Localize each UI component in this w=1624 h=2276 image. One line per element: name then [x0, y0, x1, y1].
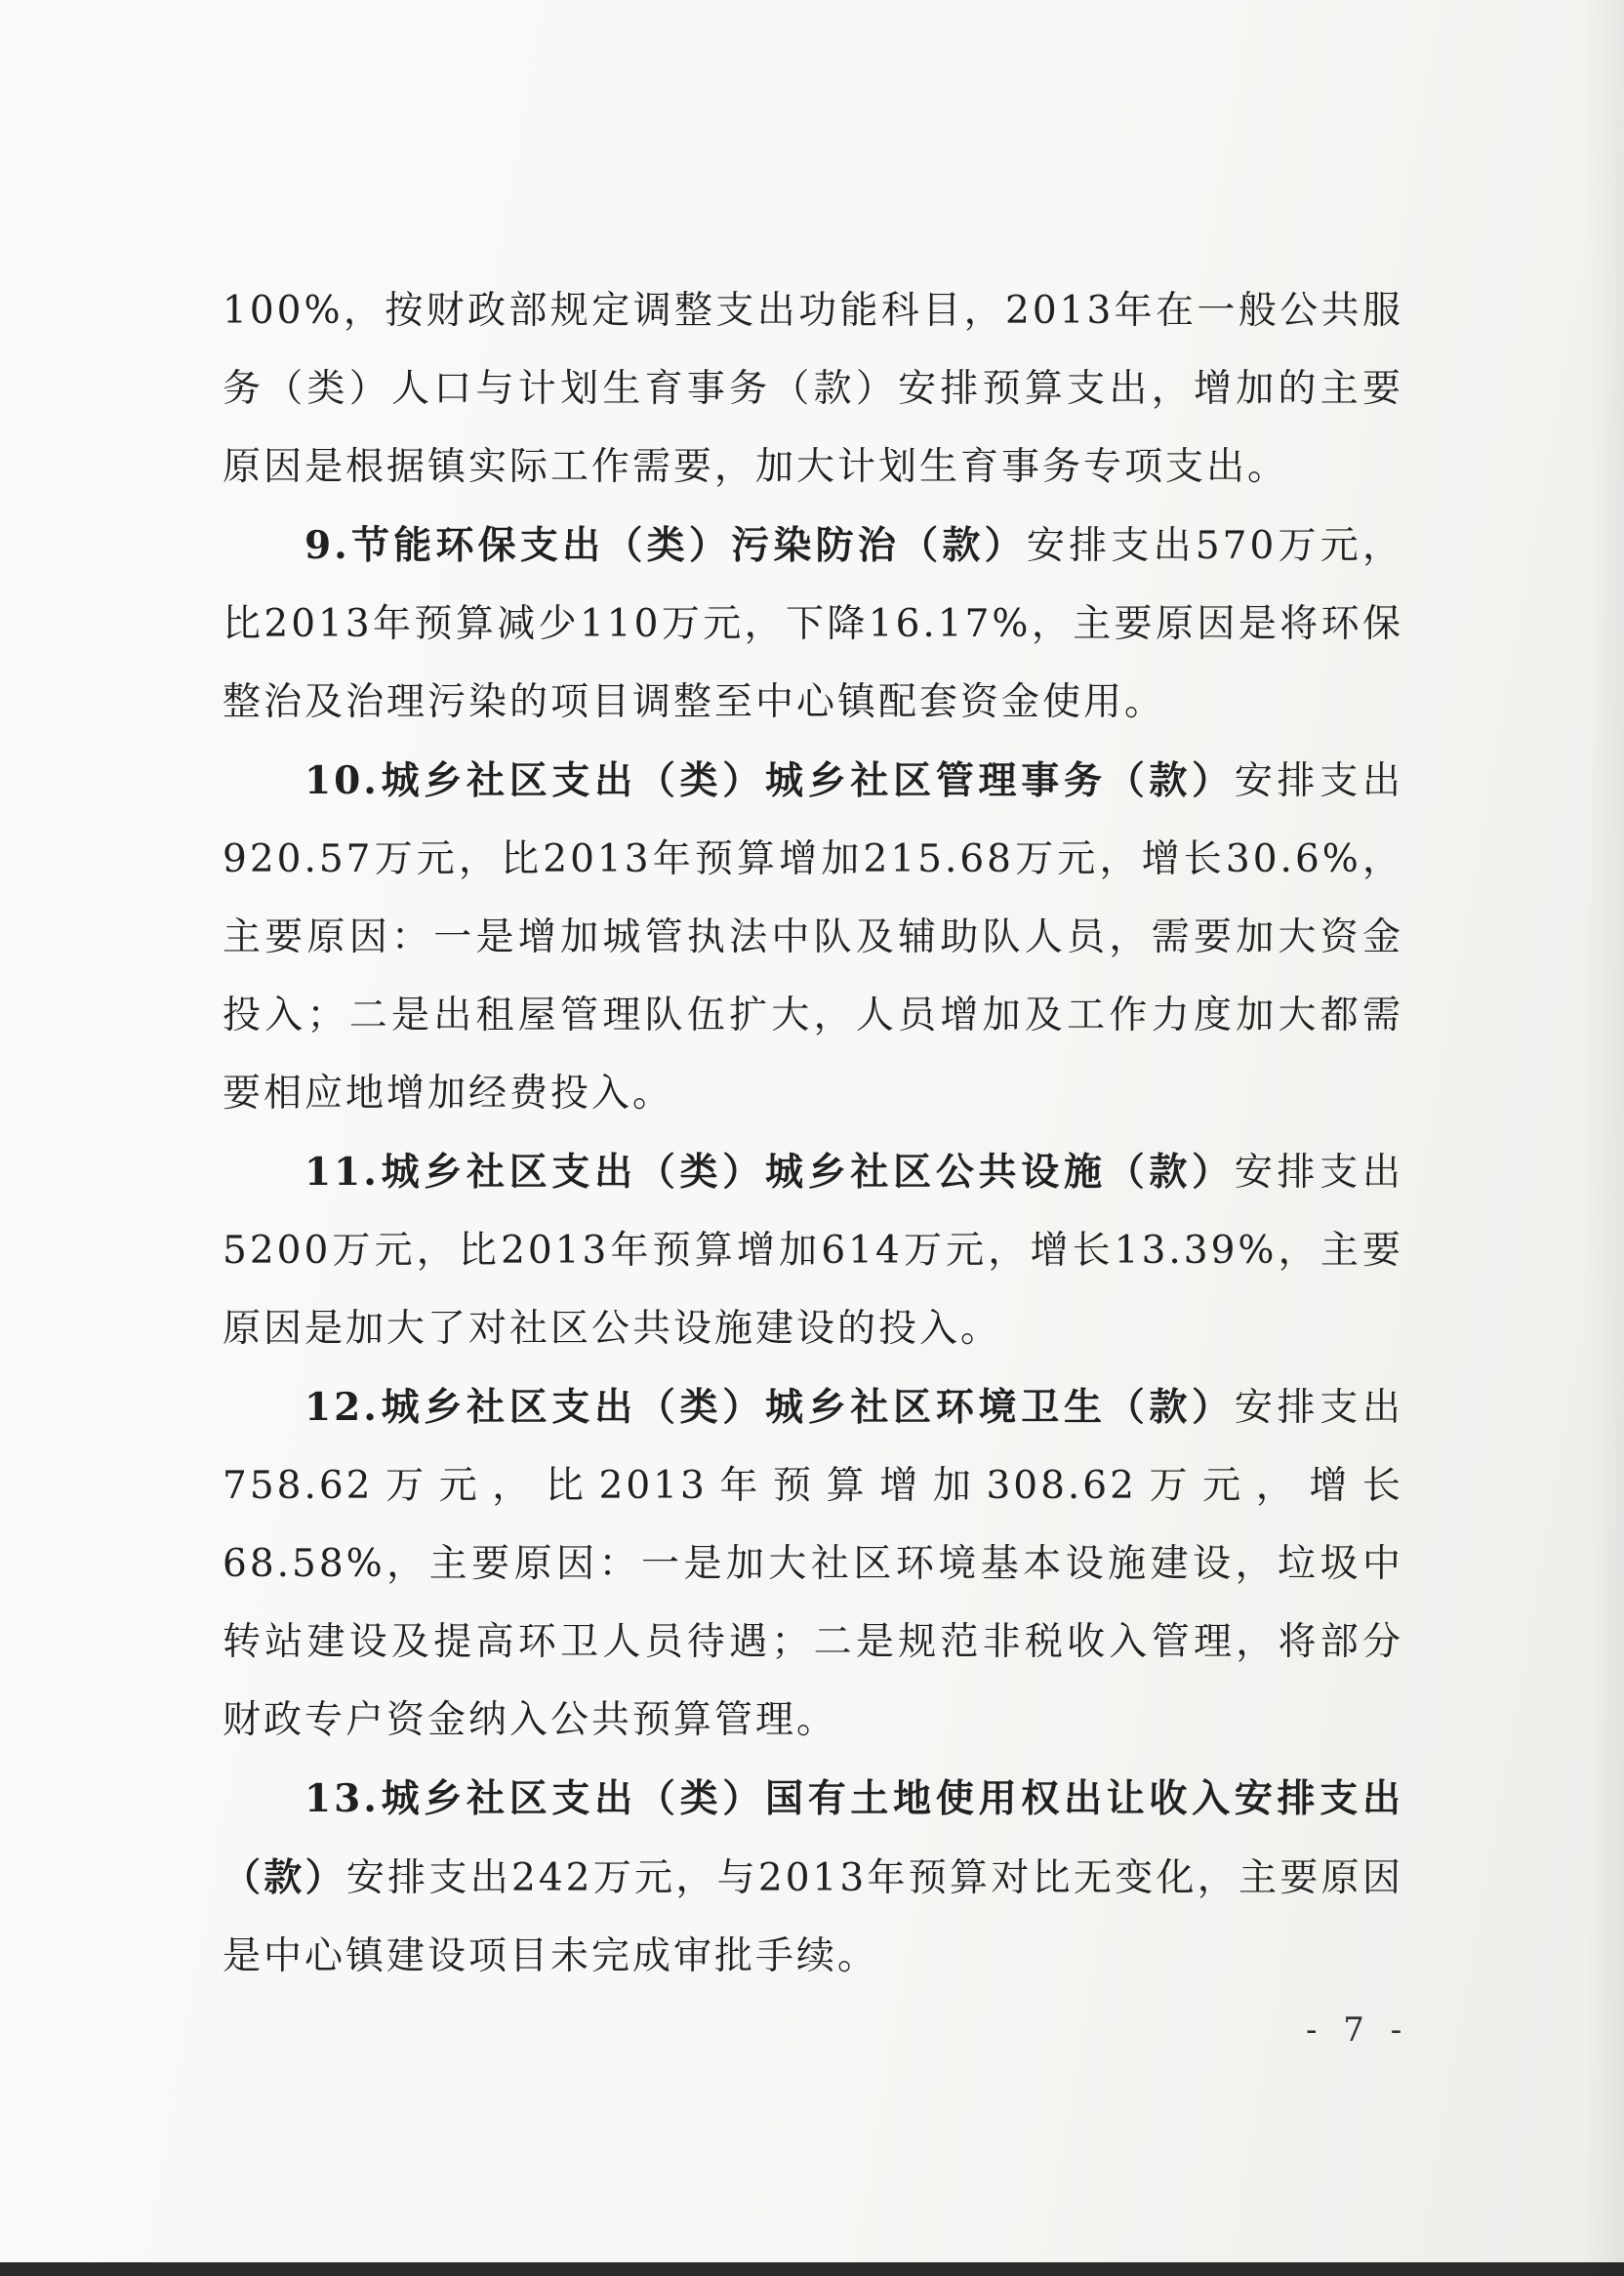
paragraph-item-13: [223, 1760, 1403, 1996]
paragraph-item-12: [223, 1368, 1403, 1760]
paragraph-item-10: [223, 742, 1403, 1133]
document-body: [223, 271, 1403, 1996]
paragraph-lead: 11.城乡社区支出（类）城乡社区公共设施（款）: [304, 1150, 1235, 1195]
paragraph-text: 安排支出5200万元，比2013年预算增加614万元，增长13.39%，主要原因是加大了对社区公共设施建设的投入。: [223, 1151, 1403, 1351]
paragraph-lead: 9.节能环保支出（类）污染防治（款）: [304, 523, 1027, 568]
page-number: - 7 -: [1306, 2011, 1410, 2050]
paragraph-lead: 13.城乡社区支出（类）国有土地使用权出让收入安排支出（款）: [223, 1776, 1403, 1900]
paragraph-lead: 10.城乡社区支出（类）城乡社区管理事务（款）: [304, 758, 1235, 803]
paragraph-text: 安排支出570万元，比2013年预算减少110万元，下降16.17%，主要原因是将环保整治及治理污染的项目调整至中心镇配套资金使用。: [223, 524, 1403, 724]
paragraph-item-9: [223, 507, 1403, 742]
paragraph-continuation: [223, 271, 1403, 507]
paragraph-text: 安排支出758.62万元，比2013年预算增加308.62万元，增长68.58%，主要原因：一是加大社区环境基本设施建设，垃圾中转站建设及提高环卫人员待遇；二是规范非税收入管理，将部分财政专户资金纳入公共预算管理。: [223, 1386, 1403, 1742]
scan-bottom-edge: [0, 2262, 1624, 2276]
paragraph-text: 安排支出920.57万元，比2013年预算增加215.68万元，增长30.6%，主要原因：一是增加城管执法中队及辅助队人员，需要加大资金投入；二是出租屋管理队伍扩大，人员增加及工作力度加大都需要相应地增加经费投入。: [223, 759, 1403, 1116]
paragraph-text: 安排支出242万元，与2013年预算对比无变化，主要原因是中心镇建设项目未完成审批手续。: [223, 1856, 1403, 1978]
paragraph-text: 100%，按财政部规定调整支出功能科目，2013年在一般公共服务（类）人口与计划生育事务（款）安排预算支出，增加的主要原因是根据镇实际工作需要，加大计划生育事务专项支出。: [223, 289, 1403, 489]
paragraph-lead: 12.城乡社区支出（类）城乡社区环境卫生（款）: [304, 1385, 1235, 1430]
paragraph-item-11: [223, 1133, 1403, 1368]
